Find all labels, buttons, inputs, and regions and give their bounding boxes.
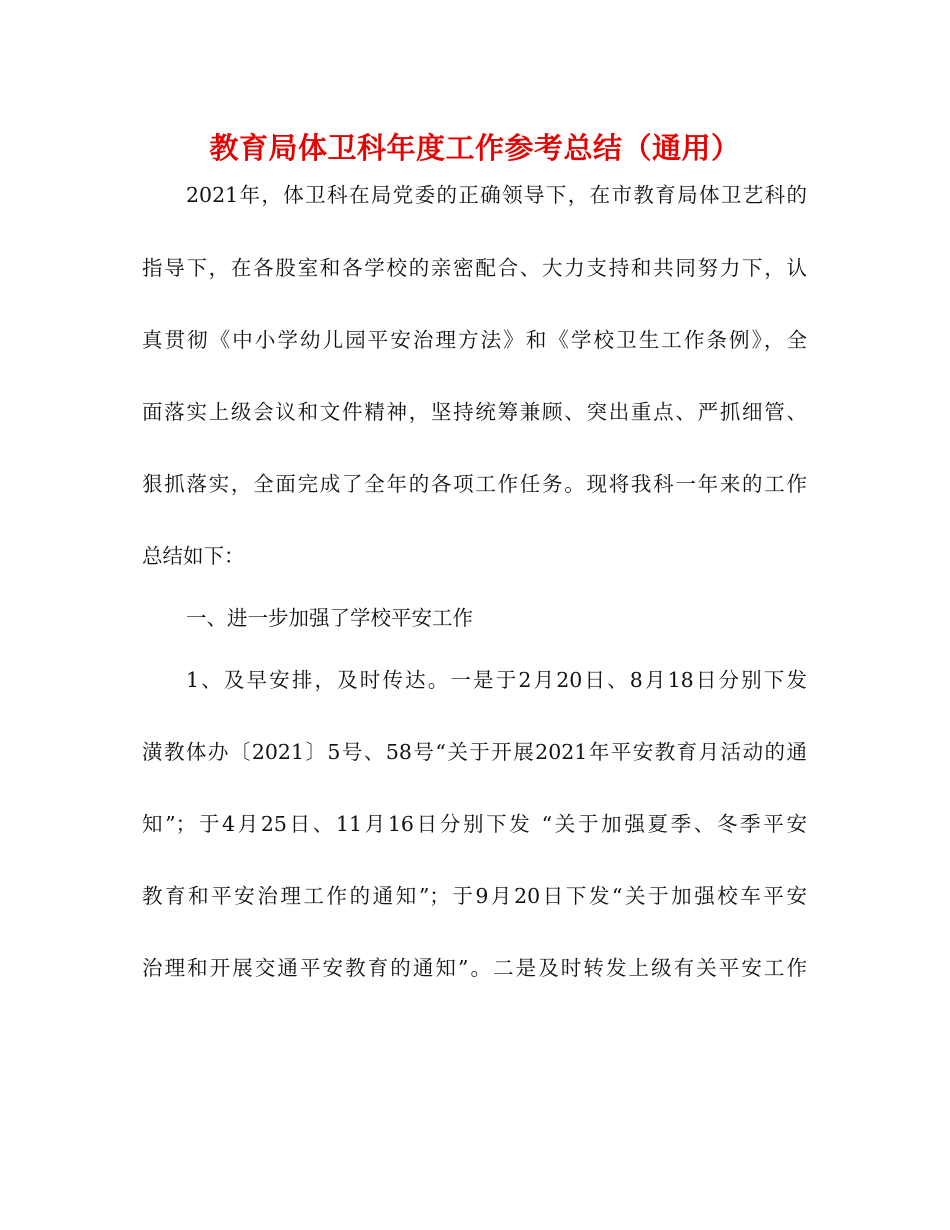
paragraph-line: 知”；于4月25日、11月16日分别下发 “关于加强夏季、冬季平安 bbox=[142, 812, 807, 836]
paragraph-line: 真贯彻《中小学幼儿园平安治理方法》和《学校卫生工作条例》，全 bbox=[142, 328, 807, 352]
paragraph-line: 指导下，在各股室和各学校的亲密配合、大力支持和共同努力下，认 bbox=[142, 256, 807, 280]
section-heading: 一、进一步加强了学校平安工作 bbox=[186, 606, 473, 630]
paragraph-line: 1、及早安排，及时传达。一是于2月20日、8月18日分别下发 bbox=[186, 668, 807, 692]
paragraph-line: 总结如下： bbox=[142, 544, 245, 568]
paragraph-line: 面落实上级会议和文件精神，坚持统筹兼顾、突出重点、严抓细管、 bbox=[142, 400, 807, 424]
paragraph-line: 治理和开展交通平安教育的通知”。二是及时转发上级有关平安工作 bbox=[142, 956, 807, 980]
paragraph-line: 2021年，体卫科在局党委的正确领导下，在市教育局体卫艺科的 bbox=[186, 183, 807, 207]
paragraph-line: 潢教体办〔2021〕5号、58号“关于开展2021年平安教育月活动的通 bbox=[142, 740, 807, 764]
paragraph-line: 教育和平安治理工作的通知”；于9月20日下发“关于加强校车平安 bbox=[142, 884, 807, 908]
document-title: 教育局体卫科年度工作参考总结（通用） bbox=[209, 131, 741, 165]
paragraph-line: 狠抓落实，全面完成了全年的各项工作任务。现将我科一年来的工作 bbox=[142, 472, 807, 496]
